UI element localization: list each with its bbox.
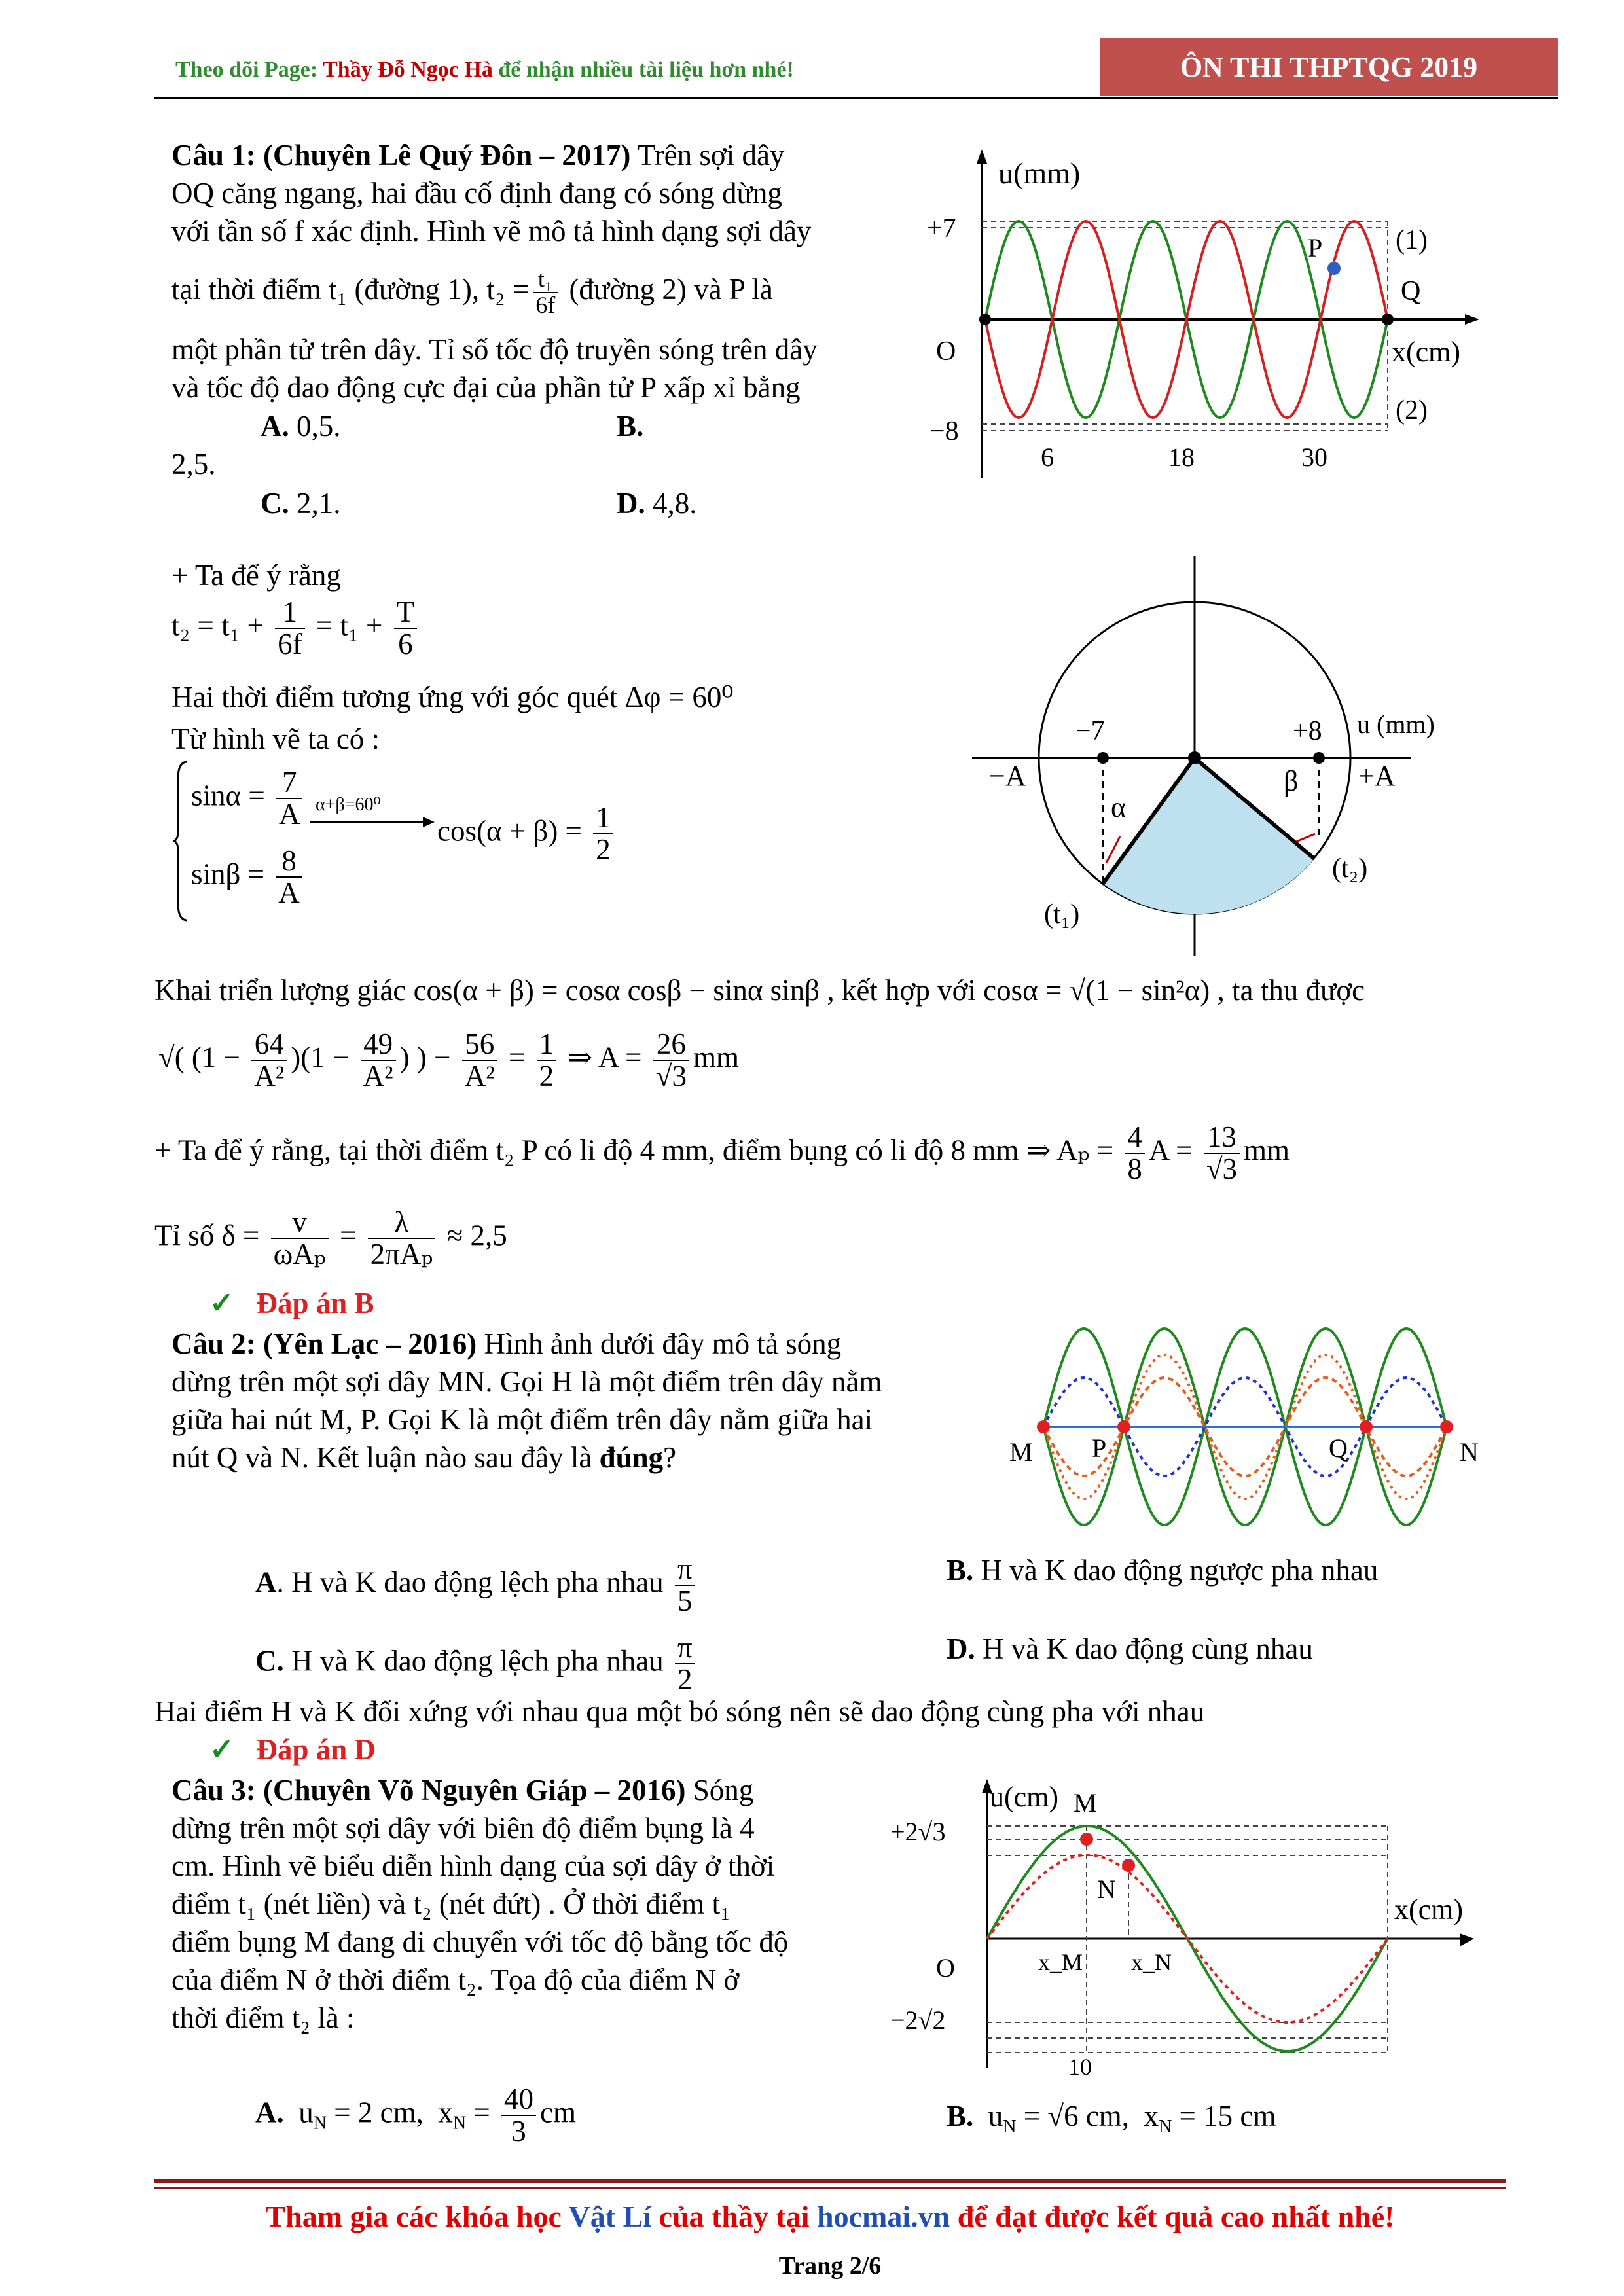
circle-t1-label: (t₁) (1044, 899, 1080, 929)
q3-fig-y-bottom: −2√2 (890, 2005, 946, 2035)
fig1-x-tick-18: 18 (1168, 442, 1195, 472)
q1-option-a: A. 0,5. (261, 410, 341, 442)
circle-neg7-label: −7 (1075, 716, 1105, 746)
circle-plus-a-label: +A (1358, 760, 1396, 792)
sys-sin-alpha: sinα = $\frac{7}{A}$ (191, 767, 306, 831)
q3-label: Câu 3: (Chuyên Võ Nguyên Giáp – 2016) (171, 1774, 686, 1806)
q3-line2: dừng trên một sợi dây với biên độ điểm bụng là 4 (171, 1812, 755, 1844)
q3-fig-origin: O (936, 1953, 955, 1982)
circle-t2-label: (t₂) (1332, 853, 1368, 884)
q1-option-b-value: 2,5. (171, 448, 216, 480)
footer-promo: Tham gia các khóa học Vật Lí của thầy tại hocmai.vn để đạt được kết quả cao nhất nhé! (265, 2200, 1395, 2233)
q3-option-b: B. $u_N = √6$ cm, $x_N = 15$ cm (947, 2100, 1276, 2137)
q1-line6: và tốc độ dao động cực đại của phần tử P xấp xỉ bằng (171, 371, 801, 404)
q2-option-a: A. H và K dao động lệch pha nhau $\frac{\pi}{5}$ (255, 1554, 699, 1617)
swept-sector (1103, 758, 1314, 914)
q2-line4: nút Q và N. Kết luận nào sau đây là đúng? (171, 1441, 677, 1474)
page-number: Trang 2/6 (778, 2252, 882, 2280)
q2-option-b: B. H và K dao động ngược pha nhau (947, 1554, 1379, 1587)
circle-beta-label: β (1284, 765, 1299, 797)
header-divider (154, 97, 1558, 99)
q1-line1: Câu 1: (Chuyên Lê Quý Đôn – 2017) Trên sợi dây (171, 139, 785, 171)
q1-sol-intro: + Ta để ý rằng (171, 559, 341, 592)
q1-sol-solve-a: √( (1 − $\frac{64}{\text{A²}}$ )(1 − $\frac{49}{\text{A²}}$ ) ) − $\frac{56}{\text{A²}}$ = $\frac{1}{2}$ ⇒ A = $\frac{26}{√3}$ mm (158, 1028, 739, 1093)
q2-answer: ✓ Đáp án D (209, 1733, 376, 1766)
q2-label: Câu 2: (Yên Lạc – 2016) (171, 1327, 477, 1360)
point-p (1327, 262, 1341, 275)
q3-wave-figure (890, 1767, 1492, 2075)
fig1-x-tick-6: 6 (1041, 442, 1054, 472)
q3-line1: Câu 3: (Chuyên Võ Nguyên Giáp – 2016) Sóng (171, 1774, 754, 1806)
circle-axis-label: u (mm) (1357, 709, 1435, 739)
q2-fig-p-label: P (1092, 1433, 1107, 1463)
q1-line5: một phần tử trên dây. Tỉ số tốc độ truyền sóng trên dây (171, 333, 818, 366)
fig1-y-bottom-tick: −8 (929, 416, 959, 446)
sys-result: cos(α + β) = $\frac{1}{2}$ (437, 802, 617, 866)
q3-fig-x-label: x(cm) (1394, 1893, 1464, 1926)
fig1-standing-wave-graph (923, 144, 1486, 484)
fig1-origin: O (936, 336, 956, 367)
q3-line4: điểm t₁ (nét liền) và t₂ (nét đứt) . Ở thời điểm t₁ (171, 1888, 731, 1920)
q1-line3: với tần số f xác định. Hình vẽ mô tả hình dạng sợi dây (171, 215, 812, 247)
q1-option-c: C. 2,1. (261, 487, 341, 520)
header-follow-text: Theo dõi Page: Thầy Đỗ Ngọc Hà để nhận nhiều tài liệu hơn nhé! (175, 58, 794, 82)
q1-sol-t2: t₂ = t₁ + $\frac{1}{6f}$ = t₁ + $\frac{T}{6}$ (171, 597, 421, 660)
fig1-x-tick-30: 30 (1301, 442, 1327, 472)
footer-divider (154, 2179, 1506, 2183)
exam-badge: ÔN THI THPTQG 2019 (1100, 38, 1558, 96)
q3-fig-n-label: N (1097, 1874, 1116, 1904)
q1-sol-angle: Hai thời điểm tương ứng với góc quét Δφ = 60⁰ (171, 681, 734, 713)
phase-circle-figure (965, 550, 1476, 969)
q3-fig-xm-label: x_M (1038, 1949, 1083, 1975)
q1-option-d: D. 4,8. (617, 487, 697, 520)
q1-sol-from-figure: Từ hình vẽ ta có : (171, 723, 380, 755)
footer-divider-thin (154, 2187, 1506, 2189)
q1-line4: tại thời điểm t₁ (đường 1), t₂ = $\frac{\text{t₁}}{6f}$ (đường 2) và P là (171, 266, 773, 318)
q1-sol-expand: Khai triển lượng giác cos(α + β) = cosα cosβ − sinα sinβ , kết hợp với cosα = √(1 − sin²α) , ta thu được (154, 974, 1365, 1007)
sys-arrow-label: α+β=60⁰ (316, 795, 381, 815)
fig1-y-top-tick: +7 (927, 213, 956, 243)
q3-line6: của điểm N ở thời điểm t₂. Tọa độ của điểm N ở (171, 1964, 740, 1996)
q1-line2: OQ căng ngang, hai đầu cố định đang có sóng dừng (171, 177, 782, 209)
q3-fig-y-top: +2√3 (890, 1817, 946, 1846)
q2-option-d: D. H và K dao động cùng nhau (947, 1632, 1313, 1665)
q2-option-c: C. H và K dao động lệch pha nhau $\frac{\pi}{2}$ (255, 1632, 699, 1696)
q2-fig-q-label: Q (1329, 1433, 1348, 1463)
q1-label: Câu 1: (Chuyên Lê Quý Đôn – 2017) (171, 139, 631, 171)
q3-fig-m-label: M (1074, 1788, 1097, 1818)
q3-line5: điểm bụng M đang di chuyển với tốc độ bằng tốc độ (171, 1926, 789, 1958)
q2-fig-m-label: M (1009, 1437, 1033, 1467)
footer-site-link[interactable]: hocmai.vn (817, 2200, 950, 2233)
q3-fig-y-label: u(cm) (990, 1781, 1059, 1813)
sys-sin-beta: sinβ = $\frac{8}{A}$ (191, 846, 306, 909)
fig1-y-axis-label: u(mm) (998, 156, 1081, 190)
fig1-point-p-label: P (1308, 233, 1323, 262)
q2-line3: giữa hai nút M, P. Gọi K là một điểm trên dây nằm giữa hai (171, 1403, 873, 1436)
circle-pos8-label: +8 (1293, 716, 1322, 746)
q3-fig-tick-10: 10 (1068, 2054, 1092, 2075)
q2-line1: Câu 2: (Yên Lạc – 2016) Hình ảnh dưới đây mô tả sóng (171, 1327, 842, 1360)
q2-standing-wave-figure (995, 1309, 1512, 1551)
circle-minus-a-label: −A (989, 760, 1026, 792)
q1-option-b: B. (617, 410, 644, 442)
footer-subject: Vật Lí (568, 2200, 652, 2233)
q1-answer: ✓ Đáp án B (209, 1287, 374, 1319)
fig1-x-axis-label: x(cm) (1392, 336, 1461, 368)
q1-sol-ratio: Tỉ số δ = $\frac{v}{\text{ωAₚ}}$ = $\frac{\lambda}{\text{2πAₚ}}$ ≈ 2,5 (154, 1206, 507, 1271)
fig1-point-q-label: Q (1401, 276, 1421, 306)
q3-fig-xn-label: x_N (1131, 1949, 1172, 1975)
q2-fig-n-label: N (1460, 1437, 1479, 1467)
fig1-curve1-label: (1) (1396, 225, 1428, 255)
q1-sol-ap: + Ta để ý rằng, tại thời điểm t₂ P có li độ 4 mm, điểm bụng có li độ 8 mm ⇒ Aₚ = $\frac{4}{8}$ A = $\frac{13}{√3}$ mm (154, 1121, 1290, 1186)
circle-alpha-label: α (1111, 791, 1127, 823)
q3-line3: cm. Hình vẽ biểu diễn hình dạng của sợi dây ở thời (171, 1850, 775, 1882)
q1-sol-system (171, 759, 708, 923)
q2-line2: dừng trên một sợi dây MN. Gọi H là một điểm trên dây nằm (171, 1365, 882, 1398)
fig1-curve2-label: (2) (1396, 395, 1428, 425)
q3-option-a: A. $u_N = 2$ cm, $x_N$ = $\frac{40}{3}$ cm (255, 2083, 576, 2148)
q2-solution: Hai điểm H và K đối xứng với nhau qua một bó sóng nên sẽ dao động cùng pha với nhau (154, 1695, 1205, 1728)
q3-line7: thời điểm t₂ là : (171, 2001, 355, 2034)
teacher-name: Thầy Đỗ Ngọc Hà (323, 58, 493, 82)
